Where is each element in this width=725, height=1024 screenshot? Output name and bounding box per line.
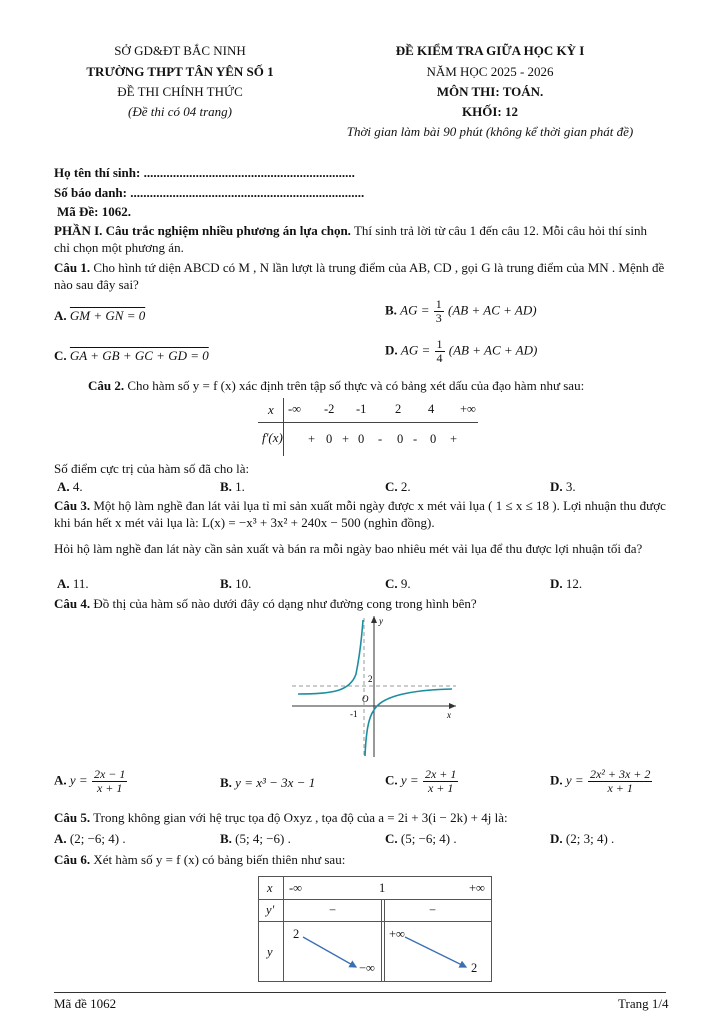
q3-d-text: 12. (565, 576, 583, 591)
option-key: A. (57, 479, 70, 494)
option-key: C. (385, 576, 398, 591)
frac-num: 2x − 1 (93, 767, 126, 781)
option-key: A. (57, 576, 70, 591)
q2-x5: +∞ (460, 402, 476, 416)
q3-label: Câu 3. (54, 498, 91, 513)
q6-variation-table (258, 876, 492, 982)
q2-d4: - (378, 432, 383, 446)
q6-x2: +∞ (469, 881, 485, 895)
graph-x-label: x (447, 710, 451, 720)
frac-num: 2x² + 3x + 2 (589, 767, 651, 781)
q6-label: Câu 6. (54, 852, 91, 867)
q2-option-b[interactable] (220, 479, 245, 495)
q5-option-a[interactable] (54, 831, 126, 847)
school-name: TRƯỜNG THPT TÂN YÊN SỐ 1 (86, 64, 274, 79)
option-key: B. (220, 576, 232, 591)
q3-text1: Một hộ làm nghề đan lát vải lụa tỉ mỉ sản xuất mỗi ngày được x mét vải lụa ( 1 ≤ x ≤ 18 ). Lợi nhuận thu được khi bán hết x mét vải lụa là: L(x) = −x³ + 3x² + 240x − 500 (nghìn đồng). (54, 498, 666, 530)
q2-x4: 4 (428, 402, 435, 416)
q1-b-rhs: (AB + AC + AD) (448, 302, 537, 318)
q6-stem (54, 852, 345, 868)
q3-stem (54, 497, 666, 531)
q5-a-text: (2; −6; 4) . (69, 831, 126, 846)
q4-option-a[interactable] (54, 768, 128, 795)
option-key: D. (550, 772, 563, 788)
q6-arrow-left (303, 937, 356, 967)
q2-d-label: f'(x) (262, 430, 283, 445)
q2-label: Câu 2. (88, 378, 125, 393)
q3-stem2: Hỏi hộ làm nghề đan lát này cần sản xuất và bán ra mỗi ngày bao nhiêu mét vải lụa để thu được lợi nhuận tối đa? (54, 541, 643, 556)
q6-x-label: x (267, 881, 273, 895)
q1-option-a[interactable] (54, 308, 145, 324)
option-key: C. (385, 479, 398, 494)
q2-d6: - (413, 432, 418, 446)
q4-d-lhs: y = (565, 772, 584, 788)
q1-d-lhs: AG = (400, 342, 431, 358)
q3-option-d[interactable] (550, 576, 582, 592)
q2-option-a[interactable] (57, 479, 83, 495)
q4-label: Câu 4. (54, 596, 91, 611)
q2-option-c[interactable] (385, 479, 411, 495)
q5-d-text: (2; 3; 4) . (565, 831, 615, 846)
q2-d5: 0 (397, 432, 404, 446)
q1-option-d[interactable] (385, 338, 537, 365)
q4-option-d[interactable] (550, 768, 653, 795)
frac-den: x + 1 (607, 781, 633, 795)
footer-code: Mã đề 1062 (54, 996, 117, 1011)
q2-c-text: 2. (400, 479, 411, 494)
curve-left-branch (298, 620, 363, 694)
option-key: D. (550, 479, 563, 494)
q2-d0: + (308, 432, 316, 446)
frac-den: 3 (435, 311, 442, 325)
q1-b-fraction (434, 298, 444, 325)
q1-option-c[interactable] (54, 348, 209, 364)
option-key: A. (54, 308, 67, 323)
student-name-line: Họ tên thí sinh: ................................................................. (54, 165, 355, 180)
footer-page: Trang 1/4 (618, 996, 669, 1011)
option-key: A. (54, 772, 67, 788)
q2-d3: 0 (358, 432, 365, 446)
q1-d-fraction (435, 338, 445, 365)
part1-intro (54, 222, 666, 256)
option-key: C. (54, 348, 67, 363)
q3-option-b[interactable] (220, 576, 251, 592)
q3-b-text: 10. (235, 576, 252, 591)
frac-num: 2x + 1 (424, 767, 457, 781)
q2-stem (88, 378, 584, 394)
q4-option-c[interactable] (385, 768, 459, 795)
graph-tick-m1: -1 (350, 709, 358, 719)
q4-d-fraction (588, 768, 652, 795)
option-key: D. (385, 342, 398, 358)
q4-a-fraction (92, 768, 127, 795)
q4-c-lhs: y = (400, 772, 419, 788)
q3-c-text: 9. (400, 576, 411, 591)
page-count-note: (Đề thi có 04 trang) (128, 104, 232, 119)
q2-sign-table (258, 398, 478, 456)
graph-origin-label: O (362, 694, 369, 704)
grade: KHỐI: 12 (462, 104, 518, 119)
q2-x1: -2 (324, 402, 335, 416)
option-key: A. (54, 831, 67, 846)
q2-option-d[interactable] (550, 479, 576, 495)
q2-a-text: 4. (72, 479, 83, 494)
school-dept: SỞ GD&ĐT BẮC NINH (114, 43, 246, 58)
option-key: B. (220, 775, 232, 790)
q1-text: Cho hình tứ diện ABCD có M , N lần lượt là trung điểm của AB, CD , gọi G là trung điểm của MN . Mệnh đề nào sau đây sai? (54, 260, 665, 292)
q5-c-text: (5; −6; 4) . (400, 831, 457, 846)
option-key: D. (550, 831, 563, 846)
q1-stem (54, 259, 666, 293)
q1-b-lhs: AG = (400, 302, 430, 318)
part1-desc: Thí sinh trả lời từ câu 1 đến câu 12. Mỗi câu hỏi thí sinh chỉ chọn một phương án. (54, 223, 647, 255)
q4-c-fraction (423, 768, 458, 795)
q6-y-top-left: 2 (293, 927, 300, 941)
frac-den: 4 (436, 351, 443, 365)
q2-b-text: 1. (235, 479, 245, 494)
x-axis-arrow (449, 703, 456, 709)
q2-d8: + (450, 432, 458, 446)
option-key: D. (550, 576, 563, 591)
q6-y-label: y (267, 945, 273, 959)
q2-x0: -∞ (288, 402, 302, 416)
q5-label: Câu 5. (54, 810, 91, 825)
y-axis-arrow (371, 616, 377, 623)
q5-option-c[interactable] (385, 831, 457, 847)
q2-d7: 0 (430, 432, 437, 446)
q2-question: Số điểm cực trị của hàm số đã cho là: (54, 461, 250, 476)
q6-arrows (259, 877, 491, 981)
q2-d-text: 3. (565, 479, 576, 494)
q4-option-b[interactable] (220, 775, 315, 791)
option-key: B. (220, 831, 232, 846)
q4-text: Đồ thị của hàm số nào dưới đây có dạng như đường cong trong hình bên? (90, 596, 477, 611)
q3-option-c[interactable] (385, 576, 411, 592)
q6-yp0: − (329, 903, 337, 917)
q6-y-bot-left: −∞ (359, 961, 375, 975)
q1-a-text: GM + GN = 0 (69, 308, 146, 323)
option-key: B. (385, 302, 397, 318)
q5-option-d[interactable] (550, 831, 614, 847)
q1-label: Câu 1. (54, 260, 91, 275)
q3-a-text: 11. (72, 576, 89, 591)
q6-x1: 1 (379, 881, 386, 895)
q5-option-b[interactable] (220, 831, 291, 847)
q2-x-label: x (268, 402, 274, 417)
frac-num: 1 (435, 297, 442, 311)
part1-title: PHẦN I. Câu trắc nghiệm nhiều phương án lựa chọn. (54, 223, 351, 238)
time-note: Thời gian làm bài 90 phút (không kể thời gian phát đề) (346, 124, 634, 139)
exam-code: Mã Đề: 1062. (57, 204, 132, 219)
exam-status: ĐỀ THI CHÍNH THỨC (117, 84, 243, 99)
option-key: C. (385, 772, 398, 788)
q1-c-text: GA + GB + GC + GD = 0 (69, 348, 209, 363)
q2-x2: -1 (356, 402, 367, 416)
q4-stem (54, 596, 477, 612)
q6-text: Xét hàm số y = f (x) có bảng biến thiên như sau: (90, 852, 346, 867)
q6-yp-label: y' (266, 903, 275, 917)
frac-den: x + 1 (96, 781, 123, 795)
q2-text: Cho hàm số y = f (x) xác định trên tập số thực và có bảng xét dấu của đạo hàm như sau: (124, 378, 585, 393)
option-key: C. (385, 831, 398, 846)
exam-title: ĐỀ KIỂM TRA GIỮA HỌC KỲ I (395, 43, 585, 58)
q6-yp1: − (429, 903, 437, 917)
q5-text: Trong không gian với hệ trục tọa độ Oxyz , tọa độ của a = 2i + 3(i − 2k) + 4j là: (90, 810, 508, 825)
frac-num: 1 (436, 337, 443, 351)
q5-b-text: (5; 4; −6) . (235, 831, 291, 846)
q1-option-b[interactable] (385, 298, 537, 325)
frac-den: x + 1 (427, 781, 454, 795)
q2-d1: 0 (326, 432, 333, 446)
q6-y-top-right: +∞ (389, 927, 405, 941)
q5-stem (54, 810, 508, 826)
curve-right-branch (365, 689, 452, 756)
student-id-line: Số báo danh: ........................................................................ (54, 185, 365, 200)
q2-x3: 2 (395, 402, 402, 416)
school-year: NĂM HỌC 2025 - 2026 (426, 64, 554, 79)
q3-option-a[interactable] (57, 576, 89, 592)
q1-d-rhs: (AB + AC + AD) (448, 342, 538, 358)
option-key: B. (220, 479, 232, 494)
q6-arrow-right (405, 937, 466, 967)
graph-tick-2: 2 (368, 674, 373, 684)
subject: MÔN THI: TOÁN. (436, 84, 544, 99)
graph-y-label: y (379, 616, 383, 626)
q4-graph (290, 614, 460, 759)
q4-b-text: y = x³ − 3x − 1 (235, 775, 316, 790)
q4-a-lhs: y = (69, 772, 88, 788)
footer-rule (54, 992, 666, 993)
q6-y-bot-right: 2 (471, 961, 478, 975)
q6-x0: -∞ (289, 881, 303, 895)
q2-d2: + (342, 432, 350, 446)
